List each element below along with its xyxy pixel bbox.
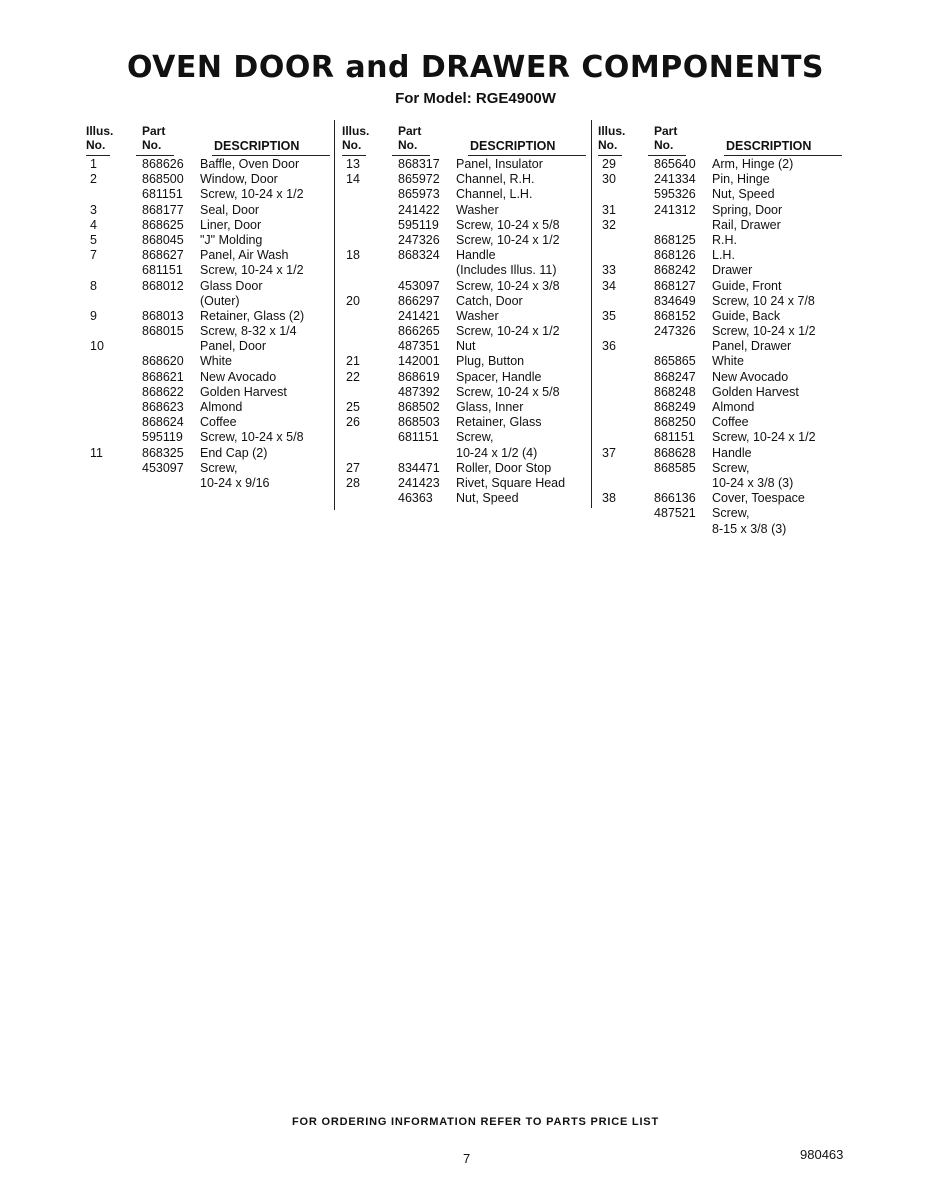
part-number: 834649	[654, 293, 696, 308]
part-description: Handle	[712, 445, 752, 460]
part-description: Panel, Drawer	[712, 339, 792, 354]
part-number: 868621	[142, 369, 184, 384]
illus-number: 32	[602, 217, 616, 232]
part-number: 868627	[142, 248, 184, 263]
part-description: Liner, Door	[200, 217, 262, 232]
illus-number: 1	[90, 157, 97, 171]
part-number: 868324	[398, 248, 440, 263]
part-description: Screw,	[712, 460, 750, 475]
part-number: 868013	[142, 308, 184, 323]
part-description: White	[200, 354, 232, 369]
part-description: (Outer)	[200, 293, 240, 308]
part-number: 46363	[398, 491, 433, 506]
part-description: Seal, Door	[200, 202, 260, 217]
part-number: 868628	[654, 445, 696, 460]
part-description: Handle	[456, 248, 496, 263]
part-number: 868585	[654, 460, 696, 475]
part-number: 868500	[142, 172, 184, 187]
ordering-info-footer: FOR ORDERING INFORMATION REFER TO PARTS PRICE LIST	[292, 1116, 659, 1128]
illus-header: Illus. No.	[598, 124, 626, 152]
header-rule	[648, 155, 686, 156]
part-number: 595326	[654, 187, 696, 202]
part-description: Coffee	[712, 415, 749, 430]
column-divider	[591, 120, 592, 508]
part-number: 241423	[398, 475, 440, 490]
part-description: Screw, 10-24 x 3/8	[456, 278, 560, 293]
part-description: Screw, 10-24 x 1/2	[456, 324, 560, 339]
part-description: 10-24 x 9/16	[200, 475, 270, 490]
part-number: 868623	[142, 400, 184, 414]
part-number: 865865	[654, 354, 696, 369]
part-description: Screw, 10-24 x 1/2	[456, 232, 560, 247]
part-description: Glass Door	[200, 278, 263, 293]
part-number: 868045	[142, 232, 184, 247]
part-description: (Includes Illus. 11)	[456, 263, 557, 278]
part-description: Window, Door	[200, 172, 278, 187]
part-number: 868249	[654, 400, 696, 414]
part-description: Spacer, Handle	[456, 369, 542, 384]
part-number: 142001	[398, 354, 440, 369]
header-rule	[86, 155, 110, 156]
part-description: Screw,	[456, 430, 494, 445]
part-description: Arm, Hinge (2)	[712, 157, 794, 171]
part-number: 868127	[654, 278, 696, 293]
part-description: Screw, 10-24 x 1/2	[712, 430, 816, 445]
part-number: 453097	[398, 278, 440, 293]
part-description: White	[712, 354, 744, 369]
part-description: Roller, Door Stop	[456, 460, 552, 475]
illus-number: 20	[346, 293, 360, 308]
part-description: "J" Molding	[200, 232, 263, 247]
part-description: 10-24 x 3/8 (3)	[712, 475, 794, 490]
part-number: 868502	[398, 400, 440, 414]
part-number: 868619	[398, 369, 440, 384]
page-number: 7	[463, 1151, 471, 1166]
description-header: DESCRIPTION	[726, 139, 812, 153]
part-number: 866136	[654, 491, 696, 506]
part-number: 241422	[398, 202, 440, 217]
illus-number: 18	[346, 248, 360, 263]
part-number: 866265	[398, 324, 440, 339]
illus-number: 2	[90, 172, 97, 187]
part-number: 868620	[142, 354, 184, 369]
part-header: Part No.	[398, 124, 422, 152]
part-description: Nut, Speed	[712, 187, 775, 202]
illus-number: 8	[90, 278, 97, 293]
part-description: Drawer	[712, 263, 753, 278]
part-number: 681151	[654, 430, 695, 445]
part-number: 868015	[142, 324, 184, 339]
part-number: 681151	[142, 187, 183, 202]
part-number: 868626	[142, 157, 184, 171]
illus-number: 33	[602, 263, 616, 278]
part-number: 247326	[654, 324, 696, 339]
part-number: 866297	[398, 293, 440, 308]
part-number: 241421	[398, 308, 440, 323]
part-description: L.H.	[712, 248, 735, 263]
description-header: DESCRIPTION	[470, 139, 556, 153]
part-description: Screw, 10-24 x 1/2	[712, 324, 816, 339]
header-rule	[136, 155, 174, 156]
illus-number: 13	[346, 157, 360, 171]
part-number: 868325	[142, 445, 184, 460]
part-description: Screw, 10-24 x 1/2	[200, 187, 304, 202]
part-description: Plug, Button	[456, 354, 525, 369]
part-description: Rivet, Square Head	[456, 475, 566, 490]
part-description: Nut, Speed	[456, 491, 519, 506]
part-description: Screw, 8-32 x 1/4	[200, 324, 297, 339]
header-rule	[724, 155, 842, 156]
illus-number: 14	[346, 172, 360, 187]
part-description: Channel, L.H.	[456, 187, 533, 202]
part-description: Screw,	[200, 460, 238, 475]
part-description: Catch, Door	[456, 293, 523, 308]
part-description: Panel, Door	[200, 339, 267, 354]
part-description: Baffle, Oven Door	[200, 157, 300, 171]
model-subtitle: For Model: RGE4900W	[395, 90, 556, 107]
part-number: 868250	[654, 415, 696, 430]
part-number: 868624	[142, 415, 184, 430]
header-rule	[342, 155, 366, 156]
illus-number: 3	[90, 202, 97, 217]
illus-number: 5	[90, 232, 97, 247]
page-title: OVEN DOOR and DRAWER COMPONENTS	[126, 50, 825, 85]
part-number: 868317	[398, 157, 440, 171]
part-description: Pin, Hinge	[712, 172, 770, 187]
part-description: Retainer, Glass	[456, 415, 542, 430]
illus-number: 30	[602, 172, 616, 187]
part-number: 865972	[398, 172, 440, 187]
part-number: 868625	[142, 217, 184, 232]
part-number: 681151	[398, 430, 439, 445]
part-description: R.H.	[712, 232, 737, 247]
part-description: Golden Harvest	[200, 384, 287, 399]
part-description: Panel, Air Wash	[200, 248, 289, 263]
header-rule	[468, 155, 586, 156]
part-description: New Avocado	[712, 369, 789, 384]
illus-number: 9	[90, 308, 97, 323]
part-description: 8-15 x 3/8 (3)	[712, 521, 787, 536]
part-description: Spring, Door	[712, 202, 783, 217]
illus-number: 26	[346, 415, 360, 430]
illus-number: 37	[602, 445, 616, 460]
part-number: 834471	[398, 460, 440, 475]
part-number: 868503	[398, 415, 440, 430]
part-number: 868125	[654, 232, 696, 247]
part-number: 487521	[654, 506, 696, 521]
part-description: Channel, R.H.	[456, 172, 535, 187]
illus-number: 35	[602, 308, 616, 323]
part-description: Screw, 10-24 x 5/8	[456, 384, 560, 399]
part-number: 487351	[398, 339, 440, 354]
part-number: 241312	[654, 202, 696, 217]
illus-number: 28	[346, 475, 360, 490]
part-number: 865973	[398, 187, 440, 202]
part-number: 868622	[142, 384, 184, 399]
part-description: Screw, 10-24 x 5/8	[200, 430, 304, 445]
header-rule	[212, 155, 330, 156]
part-description: Almond	[200, 400, 243, 414]
illus-number: 4	[90, 217, 97, 232]
part-number: 868012	[142, 278, 184, 293]
description-header: DESCRIPTION	[214, 139, 300, 153]
part-number: 868126	[654, 248, 696, 263]
illus-number: 34	[602, 278, 616, 293]
part-description: Screw, 10 24 x 7/8	[712, 293, 815, 308]
illus-number: 7	[90, 248, 97, 263]
part-description: Golden Harvest	[712, 384, 799, 399]
part-number: 681151	[142, 263, 183, 278]
part-number: 868248	[654, 384, 696, 399]
illus-number: 38	[602, 491, 616, 506]
part-description: Rail, Drawer	[712, 217, 781, 232]
part-number: 868242	[654, 263, 696, 278]
illus-number: 10	[90, 339, 104, 354]
part-description: Screw,	[712, 506, 750, 521]
part-description: Glass, Inner	[456, 400, 524, 414]
part-number: 868247	[654, 369, 696, 384]
part-description: Screw, 10-24 x 1/2	[200, 263, 304, 278]
part-number: 487392	[398, 384, 440, 399]
part-number: 241334	[654, 172, 696, 187]
illus-number: 22	[346, 369, 360, 384]
part-number: 595119	[142, 430, 183, 445]
part-description: End Cap (2)	[200, 445, 268, 460]
illus-number: 27	[346, 460, 360, 475]
part-description: 10-24 x 1/2 (4)	[456, 445, 538, 460]
header-rule	[598, 155, 622, 156]
illus-number: 21	[346, 354, 360, 369]
part-number: 453097	[142, 460, 184, 475]
illus-header: Illus. No.	[86, 124, 114, 152]
part-number: 595119	[398, 217, 439, 232]
illus-number: 31	[602, 202, 616, 217]
part-number: 868152	[654, 308, 696, 323]
header-rule	[392, 155, 430, 156]
illus-number: 25	[346, 400, 360, 414]
part-number: 868177	[142, 202, 184, 217]
illus-number: 29	[602, 157, 616, 171]
part-description: Screw, 10-24 x 5/8	[456, 217, 560, 232]
document-number: 980463	[800, 1147, 844, 1162]
part-description: Nut	[456, 339, 476, 354]
column-divider	[334, 120, 335, 510]
illus-number: 36	[602, 339, 616, 354]
illus-number: 11	[90, 445, 103, 460]
part-number: 247326	[398, 232, 440, 247]
part-description: Guide, Front	[712, 278, 782, 293]
part-description: New Avocado	[200, 369, 277, 384]
part-description: Washer	[456, 308, 499, 323]
part-header: Part No.	[654, 124, 678, 152]
part-header: Part No.	[142, 124, 166, 152]
part-number: 865640	[654, 157, 696, 171]
part-description: Retainer, Glass (2)	[200, 308, 305, 323]
part-description: Guide, Back	[712, 308, 781, 323]
part-description: Cover, Toespace	[712, 491, 805, 506]
part-description: Panel, Insulator	[456, 157, 543, 171]
part-description: Washer	[456, 202, 499, 217]
part-description: Almond	[712, 400, 755, 414]
illus-header: Illus. No.	[342, 124, 370, 152]
part-description: Coffee	[200, 415, 237, 430]
